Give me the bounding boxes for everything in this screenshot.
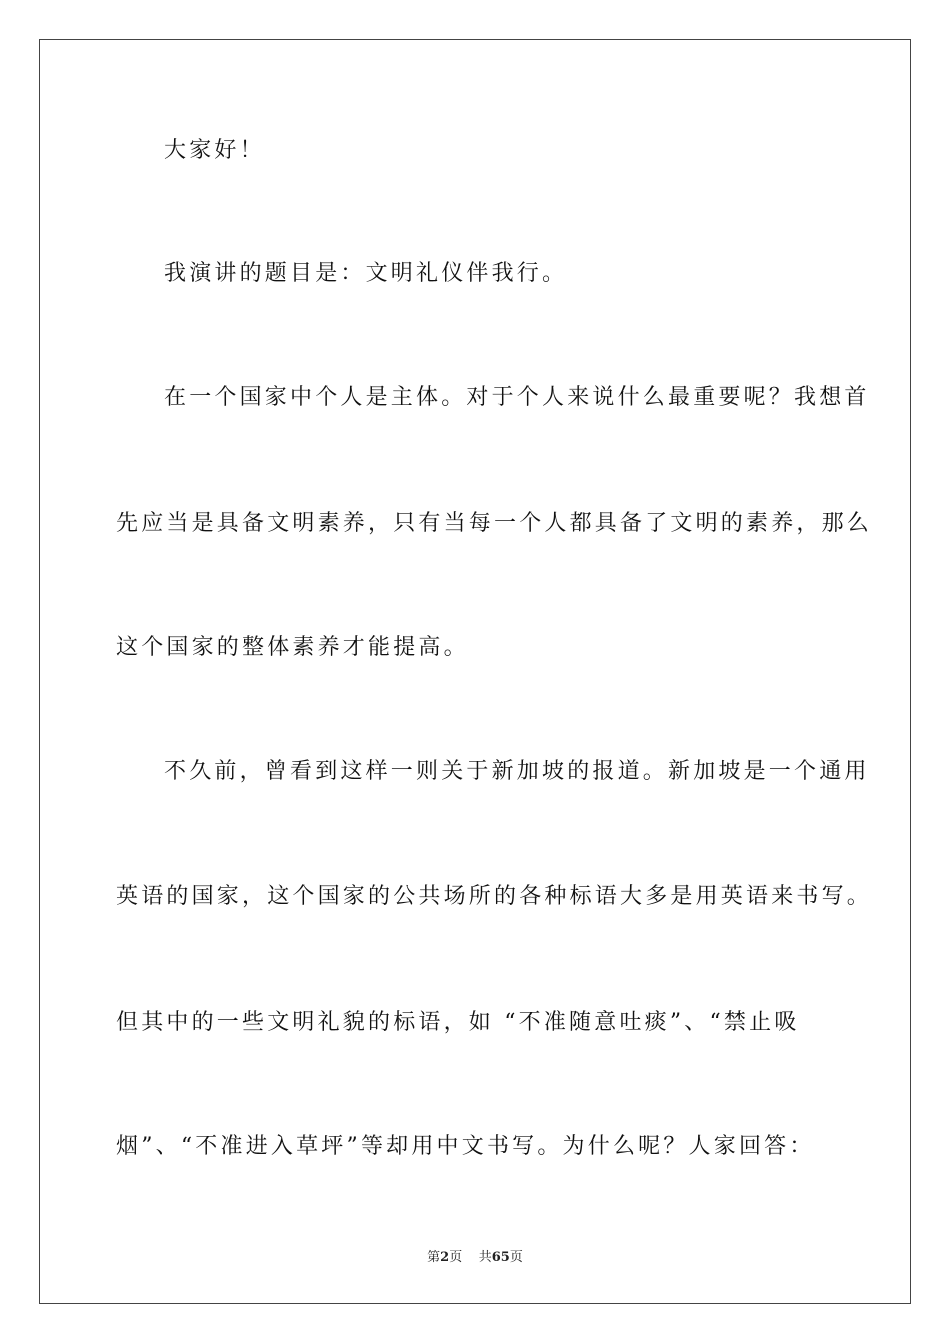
paragraph-line: 不久前，曾看到这样一则关于新加坡的报道。新加坡是一个通用	[164, 759, 870, 784]
total-pages: 65	[491, 1250, 510, 1265]
paragraph-topic: 我演讲的题目是：文明礼仪伴我行。	[164, 261, 568, 286]
paragraph-line: 这个国家的整体素养才能提高。	[116, 635, 469, 660]
paragraph-line: 先应当是具备文明素养，只有当每一个人都具备了文明的素养，那么	[116, 511, 873, 536]
page-footer	[0, 1246, 950, 1265]
paragraph-line: 但其中的一些文明礼貌的标语，如 “不准随意吐痰”、“禁止吸	[116, 1010, 800, 1035]
page-suffix: 页	[449, 1250, 463, 1265]
page-number: 2	[440, 1250, 450, 1265]
paragraph-line: 烟”、“不准进入草坪”等却用中文书写。为什么呢？人家回答：	[116, 1134, 815, 1159]
paragraph-line: 英语的国家，这个国家的公共场所的各种标语大多是用英语来书写。	[116, 884, 873, 909]
total-prefix: 共	[478, 1250, 492, 1265]
page-frame	[39, 39, 911, 1304]
page-prefix: 第	[427, 1250, 441, 1265]
paragraph-greeting: 大家好！	[164, 138, 265, 163]
total-suffix: 页	[509, 1250, 523, 1265]
paragraph-line: 在一个国家中个人是主体。对于个人来说什么最重要呢？我想首	[164, 385, 870, 410]
